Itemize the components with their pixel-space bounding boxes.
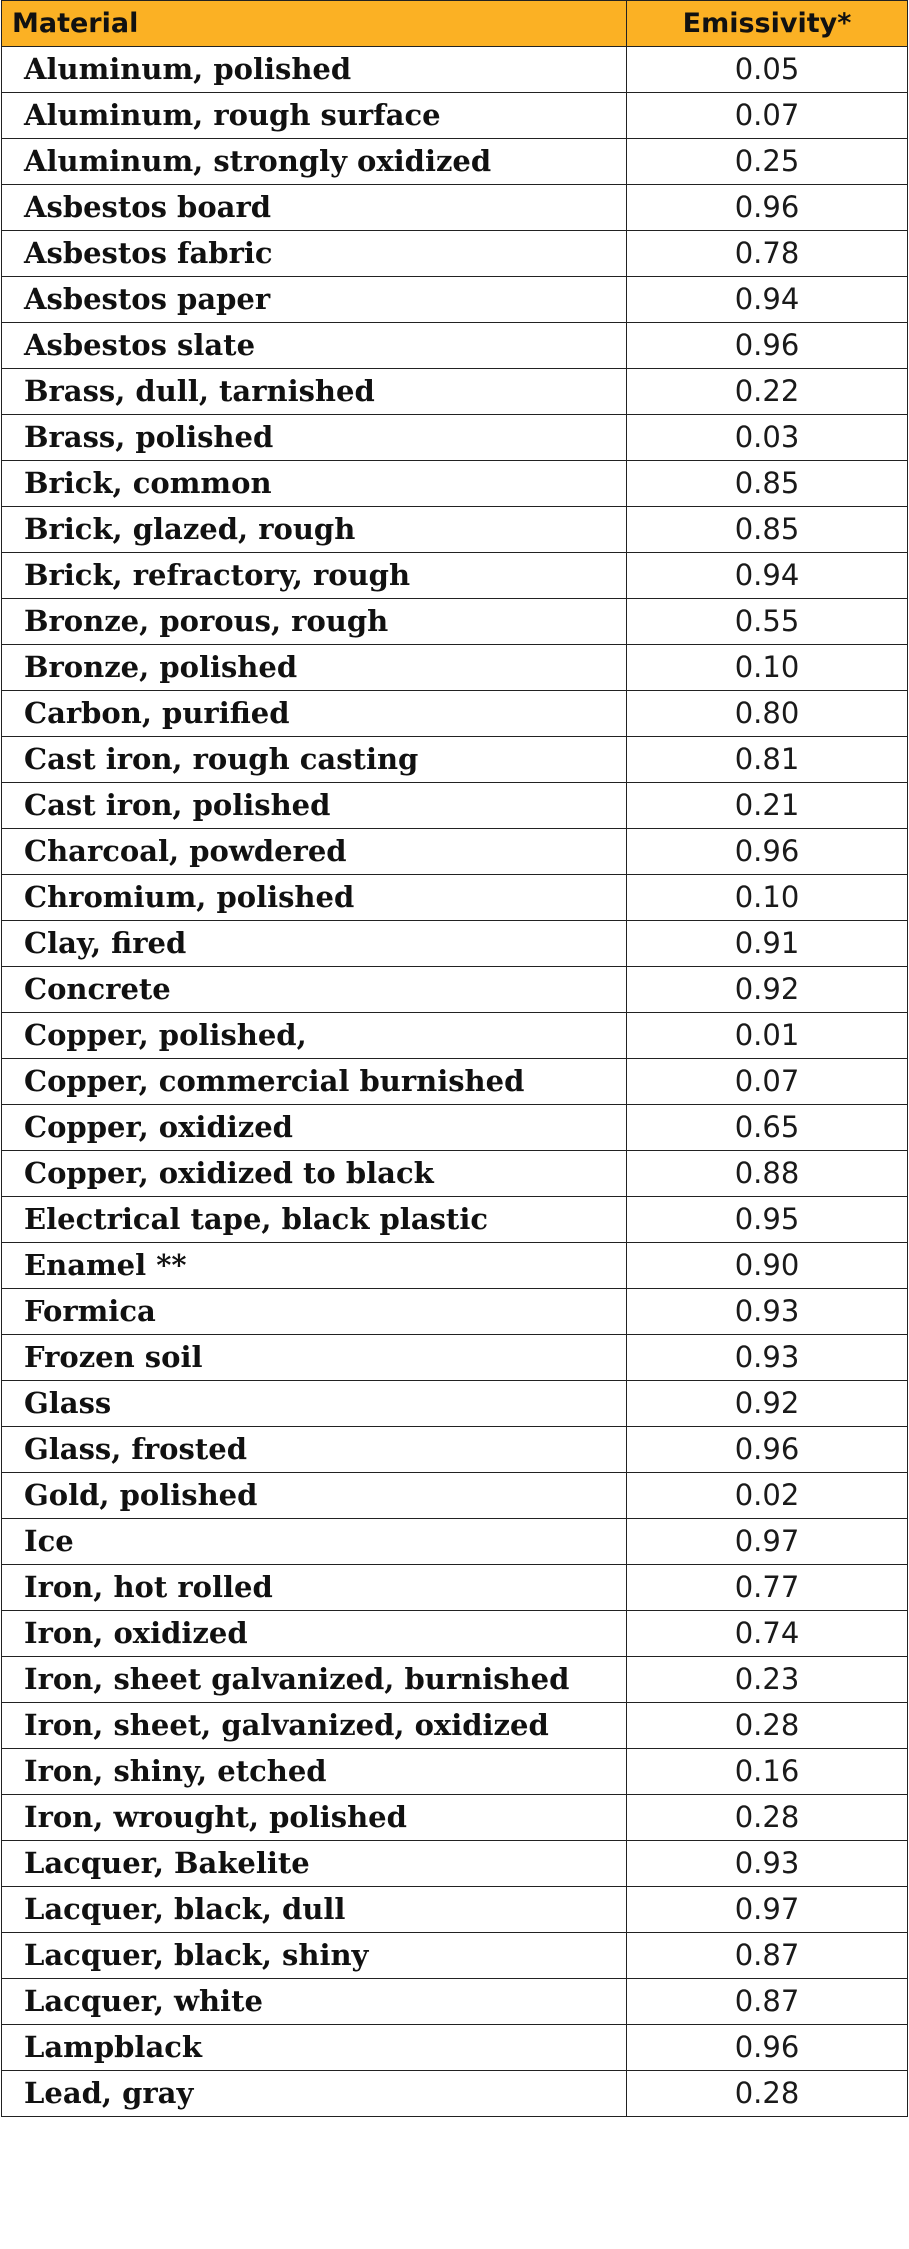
material-cell: Brick, glazed, rough (2, 507, 627, 553)
table-row (2, 139, 908, 185)
emissivity-cell: 0.28 (627, 2071, 908, 2117)
emissivity-cell: 0.95 (627, 1197, 908, 1243)
table-row (2, 1657, 908, 1703)
table-row (2, 1887, 908, 1933)
emissivity-cell: 0.93 (627, 1289, 908, 1335)
emissivity-cell: 0.85 (627, 461, 908, 507)
emissivity-cell: 0.65 (627, 1105, 908, 1151)
emissivity-cell: 0.10 (627, 645, 908, 691)
table-row (2, 185, 908, 231)
material-cell: Gold, polished (2, 1473, 627, 1519)
emissivity-cell: 0.87 (627, 1979, 908, 2025)
table-row (2, 875, 908, 921)
column-header-material: Material (2, 1, 627, 47)
material-cell: Iron, oxidized (2, 1611, 627, 1657)
table-row (2, 1473, 908, 1519)
emissivity-cell: 0.85 (627, 507, 908, 553)
table-row (2, 231, 908, 277)
emissivity-cell: 0.28 (627, 1703, 908, 1749)
emissivity-cell: 0.74 (627, 1611, 908, 1657)
table-row (2, 1013, 908, 1059)
table-row (2, 415, 908, 461)
table-row (2, 1519, 908, 1565)
material-cell: Ice (2, 1519, 627, 1565)
emissivity-cell: 0.16 (627, 1749, 908, 1795)
material-cell: Lacquer, black, dull (2, 1887, 627, 1933)
table-row (2, 1933, 908, 1979)
table-row (2, 2025, 908, 2071)
emissivity-table (1, 0, 908, 2117)
table-row (2, 1703, 908, 1749)
material-cell: Copper, oxidized (2, 1105, 627, 1151)
table-row (2, 783, 908, 829)
material-cell: Frozen soil (2, 1335, 627, 1381)
material-cell: Cast iron, polished (2, 783, 627, 829)
material-cell: Bronze, polished (2, 645, 627, 691)
table-row (2, 1289, 908, 1335)
emissivity-cell: 0.87 (627, 1933, 908, 1979)
material-cell: Carbon, purified (2, 691, 627, 737)
emissivity-cell: 0.81 (627, 737, 908, 783)
table-row (2, 1749, 908, 1795)
material-cell: Glass, frosted (2, 1427, 627, 1473)
emissivity-cell: 0.01 (627, 1013, 908, 1059)
emissivity-cell: 0.93 (627, 1841, 908, 1887)
table-row (2, 1381, 908, 1427)
emissivity-cell: 0.92 (627, 1381, 908, 1427)
emissivity-cell: 0.96 (627, 323, 908, 369)
material-cell: Asbestos slate (2, 323, 627, 369)
emissivity-cell: 0.88 (627, 1151, 908, 1197)
material-cell: Clay, fired (2, 921, 627, 967)
emissivity-cell: 0.02 (627, 1473, 908, 1519)
emissivity-cell: 0.94 (627, 277, 908, 323)
table-body (2, 47, 908, 2117)
table-row (2, 691, 908, 737)
material-cell: Iron, sheet galvanized, burnished (2, 1657, 627, 1703)
material-cell: Iron, shiny, etched (2, 1749, 627, 1795)
material-cell: Enamel ** (2, 1243, 627, 1289)
table-row (2, 737, 908, 783)
emissivity-cell: 0.96 (627, 829, 908, 875)
table-row (2, 47, 908, 93)
table-row (2, 1427, 908, 1473)
emissivity-cell: 0.93 (627, 1335, 908, 1381)
material-cell: Iron, wrought, polished (2, 1795, 627, 1841)
material-cell: Electrical tape, black plastic (2, 1197, 627, 1243)
material-cell: Asbestos fabric (2, 231, 627, 277)
table-row (2, 1795, 908, 1841)
emissivity-cell: 0.77 (627, 1565, 908, 1611)
table-row (2, 93, 908, 139)
emissivity-cell: 0.96 (627, 2025, 908, 2071)
material-cell: Concrete (2, 967, 627, 1013)
material-cell: Aluminum, strongly oxidized (2, 139, 627, 185)
table-row (2, 921, 908, 967)
material-cell: Lampblack (2, 2025, 627, 2071)
emissivity-cell: 0.96 (627, 185, 908, 231)
table-row (2, 507, 908, 553)
table-row (2, 369, 908, 415)
emissivity-cell: 0.05 (627, 47, 908, 93)
emissivity-cell: 0.80 (627, 691, 908, 737)
table-row (2, 461, 908, 507)
table-row (2, 1105, 908, 1151)
material-cell: Copper, commercial burnished (2, 1059, 627, 1105)
table-row (2, 2071, 908, 2117)
material-cell: Brass, dull, tarnished (2, 369, 627, 415)
emissivity-cell: 0.78 (627, 231, 908, 277)
material-cell: Copper, polished, (2, 1013, 627, 1059)
emissivity-cell: 0.97 (627, 1519, 908, 1565)
emissivity-cell: 0.28 (627, 1795, 908, 1841)
material-cell: Lacquer, Bakelite (2, 1841, 627, 1887)
table-row (2, 1335, 908, 1381)
material-cell: Chromium, polished (2, 875, 627, 921)
material-cell: Glass (2, 1381, 627, 1427)
emissivity-cell: 0.22 (627, 369, 908, 415)
table-row (2, 645, 908, 691)
material-cell: Brass, polished (2, 415, 627, 461)
emissivity-cell: 0.55 (627, 599, 908, 645)
emissivity-cell: 0.91 (627, 921, 908, 967)
material-cell: Iron, hot rolled (2, 1565, 627, 1611)
emissivity-cell: 0.92 (627, 967, 908, 1013)
material-cell: Lead, gray (2, 2071, 627, 2117)
emissivity-cell: 0.07 (627, 1059, 908, 1105)
table-row (2, 1565, 908, 1611)
material-cell: Asbestos board (2, 185, 627, 231)
table-header (2, 1, 908, 47)
emissivity-cell: 0.96 (627, 1427, 908, 1473)
emissivity-cell: 0.21 (627, 783, 908, 829)
column-header-emissivity: Emissivity* (627, 1, 908, 47)
material-cell: Copper, oxidized to black (2, 1151, 627, 1197)
table-row (2, 1059, 908, 1105)
material-cell: Cast iron, rough casting (2, 737, 627, 783)
table-row (2, 1841, 908, 1887)
material-cell: Aluminum, rough surface (2, 93, 627, 139)
table-row (2, 1197, 908, 1243)
table-row (2, 1611, 908, 1657)
emissivity-cell: 0.23 (627, 1657, 908, 1703)
table-row (2, 1979, 908, 2025)
material-cell: Formica (2, 1289, 627, 1335)
emissivity-cell: 0.94 (627, 553, 908, 599)
table-row (2, 829, 908, 875)
emissivity-cell: 0.25 (627, 139, 908, 185)
header-row (2, 1, 908, 47)
table-row (2, 1151, 908, 1197)
table-row (2, 967, 908, 1013)
emissivity-cell: 0.10 (627, 875, 908, 921)
material-cell: Aluminum, polished (2, 47, 627, 93)
material-cell: Bronze, porous, rough (2, 599, 627, 645)
table-row (2, 553, 908, 599)
material-cell: Iron, sheet, galvanized, oxidized (2, 1703, 627, 1749)
material-cell: Brick, common (2, 461, 627, 507)
material-cell: Brick, refractory, rough (2, 553, 627, 599)
material-cell: Lacquer, white (2, 1979, 627, 2025)
emissivity-cell: 0.07 (627, 93, 908, 139)
emissivity-cell: 0.03 (627, 415, 908, 461)
table-row (2, 1243, 908, 1289)
material-cell: Charcoal, powdered (2, 829, 627, 875)
table-row (2, 277, 908, 323)
emissivity-cell: 0.97 (627, 1887, 908, 1933)
table-row (2, 599, 908, 645)
material-cell: Lacquer, black, shiny (2, 1933, 627, 1979)
emissivity-cell: 0.90 (627, 1243, 908, 1289)
material-cell: Asbestos paper (2, 277, 627, 323)
table-row (2, 323, 908, 369)
